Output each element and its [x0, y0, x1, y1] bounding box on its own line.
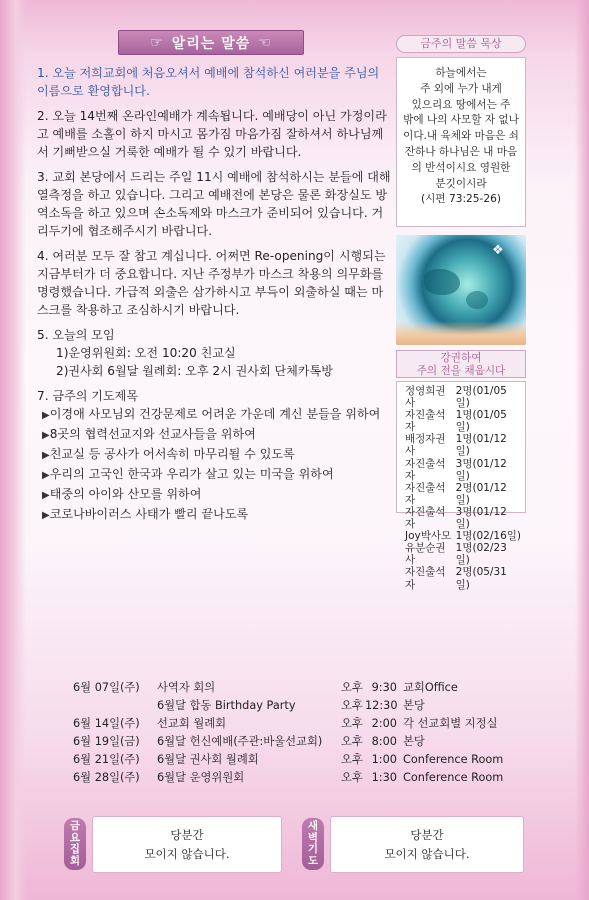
triangle-bullet-icon: ▶ [42, 410, 50, 421]
event-date: 6월 19일(금) [73, 735, 140, 748]
event-place: 교회Office [403, 681, 458, 694]
prayer-item: ▶우리의 고국인 한국과 우리가 살고 있는 미국을 위하여 [42, 467, 334, 481]
verse-line: 이다.내 육체와 마음은 쇠 [403, 130, 519, 143]
event-ampm: 오후 [341, 699, 363, 712]
donor-heading: 강권하여 주의 전을 채웁시다 [396, 350, 526, 378]
donor-row: 자진출석자 2명(01/12일) [405, 481, 507, 506]
triangle-bullet-icon: ▶ [42, 470, 50, 481]
verse-line: 분깃이시라 [435, 177, 487, 190]
dawn-prayer-label: 새 벽 기 도 [302, 818, 324, 870]
globe-land-shape [424, 269, 460, 295]
event-date: 6월 07일(주) [73, 681, 140, 694]
donor-row: 자진출석자 1명(01/05일) [405, 409, 507, 434]
donor-row: 배정자권사 1명(01/12일) [405, 433, 507, 458]
friday-meeting-box: 당분간 모이지 않습니다. [92, 816, 282, 873]
event-place: Conference Room [403, 771, 504, 784]
donor-row: 자진출석자 3명(01/12일) [405, 457, 507, 482]
page-border-left [0, 0, 26, 900]
donor-row: 정영희권사 2명(01/05일) [405, 385, 507, 410]
verse-reference: (시편 73:25-26) [421, 193, 501, 206]
event-row [73, 679, 533, 697]
event-ampm: 오후 [341, 717, 363, 730]
prayer-item: ▶친교실 등 공사가 어서속히 마무리될 수 있도록 [42, 447, 295, 461]
donor-row: 자진출석자 3명(01/12일) [405, 505, 507, 531]
prayer-section [37, 387, 392, 525]
event-time: 1:00 [371, 753, 397, 766]
triangle-bullet-icon: ▶ [42, 430, 50, 441]
event-place: 본당 [403, 735, 425, 748]
event-ampm: 오후 [341, 771, 363, 784]
event-time: 12:30 [365, 699, 398, 712]
event-activity: 선교회 월례회 [157, 717, 227, 730]
event-date: 6월 14일(주) [73, 717, 140, 730]
prayer-item: ▶코로나바이러스 사태가 빨리 끝나도록 [42, 507, 249, 521]
event-activity: 6월달 권사회 월례회 [157, 753, 259, 766]
event-row [73, 733, 533, 751]
verse-line: 하늘에서는 [435, 67, 487, 79]
globe-image [396, 235, 526, 345]
dawn-prayer-box: 당분간 모이지 않습니다. [330, 816, 524, 873]
pointing-hand-right-icon: ☞ [150, 34, 164, 51]
event-date: 6월 28일(주) [73, 771, 140, 784]
prayer-item: ▶태중의 아이와 산모를 위하여 [42, 487, 202, 501]
triangle-bullet-icon: ▶ [42, 450, 50, 461]
donor-row: Joy박사모 1명(02/16일) [405, 530, 521, 543]
verse-line: 잔하나 하나님은 내 마음 [404, 145, 518, 158]
event-place: Conference Room [403, 753, 504, 766]
meetings-heading: 5. 오늘의 모임 [37, 328, 115, 342]
meetings-section [37, 326, 392, 380]
sidebar [396, 35, 526, 591]
page-border-right [575, 0, 589, 900]
verse-line: 주 외에 누가 내게 [420, 82, 502, 95]
donor-list [396, 381, 526, 591]
verse-line: 있으리요 땅에서는 주 [411, 98, 511, 111]
prayer-item: ▶이경애 사모님외 건강문제로 어려운 가운데 계신 분들을 위하여 [42, 407, 381, 421]
notice-item: 3. 교회 본당에서 드리는 주일 11시 예배에 참석하시는 분들에 대해 열측정을 하고 있습니다. 그리고 예배전에 본당은 물론 화장실도 방역소독을 하고 있으며 손소독제와 마스크가 준비되어 있습니다. 거리두기에 협조해주시기 바랍니다. [37, 170, 391, 238]
event-time: 1:30 [371, 771, 397, 784]
event-place: 본당 [403, 699, 425, 712]
donor-row: 자진출석자 2명(05/31일) [405, 566, 507, 591]
event-row [73, 751, 533, 769]
pointing-hand-left-icon: ☜ [258, 34, 272, 51]
prayer-heading: 7. 금주의 기도제목 [37, 389, 139, 403]
event-row [73, 697, 533, 715]
globe-land-shape [466, 291, 488, 309]
notice-item: 2. 오늘 14번째 온라인예배가 계속됩니다. 예배당이 아닌 가정이라고 예배를 소홀이 하지 마시고 몸가짐 마음가짐 잘하셔서 하나님께서 기뻐받으실 거룩한 예배가 될 수 있기 바랍니다. [37, 109, 387, 159]
event-ampm: 오후 [341, 735, 363, 748]
verse-heading: 금주의 말씀 묵상 [396, 35, 526, 53]
triangle-bullet-icon: ▶ [42, 490, 50, 501]
hands-image [396, 321, 526, 345]
triangle-bullet-icon: ▶ [42, 510, 50, 521]
event-activity: 6월달 헌신예배(주관:바울선교회) [157, 735, 323, 748]
donor-row: 유분순권사 1명(02/23일) [405, 542, 507, 567]
event-place: 각 선교회별 지정실 [403, 717, 498, 730]
meeting-item: 1)운영위원회: 오전 10:20 친교실 [56, 346, 236, 360]
announcements-title: 알리는 말씀 [171, 35, 251, 52]
verse-line: 밖에 나의 사모할 자 없나 [403, 114, 519, 127]
event-time: 9:30 [371, 681, 397, 694]
notice-item: 1. 오늘 저희교회에 처음오셔서 예배에 참석하신 여러분을 주님의 이름으로 환영합니다. [37, 66, 380, 98]
meeting-item: 2)권사회 6월달 월례회: 오후 2시 권사회 단체카톡방 [56, 364, 333, 378]
event-activity: 사역자 회의 [157, 681, 216, 694]
event-date: 6월 21일(주) [73, 753, 140, 766]
event-time: 2:00 [371, 717, 397, 730]
friday-meeting-label: 금 요 집 회 [64, 818, 86, 870]
event-ampm: 오후 [341, 681, 363, 694]
event-schedule [73, 679, 533, 787]
event-row [73, 769, 533, 787]
event-ampm: 오후 [341, 753, 363, 766]
dove-icon: ❖ [492, 243, 504, 258]
event-row [73, 715, 533, 733]
event-date [73, 697, 155, 715]
verse-box [396, 57, 526, 227]
event-activity: 6월달 운영위원회 [157, 771, 245, 784]
event-activity: 6월달 합동 Birthday Party [157, 699, 296, 712]
verse-line: 의 반석이시요 영원한 [411, 161, 511, 174]
prayer-item: ▶8곳의 협력선교지와 선교사들을 위하여 [42, 427, 256, 441]
announcements-list [37, 64, 392, 532]
announcements-title-banner [118, 30, 304, 55]
notice-item: 4. 여러분 모두 잘 참고 계십니다. 어쩌면 Re-opening이 시행되는 지금부터가 더 중요합니다. 지난 주정부가 마스크 착용의 의무화를 명령했습니다. 가급적 외출은 삼가하시고 부득이 외출하실 때는 마스크를 착용하고 조심하시기 바랍니다. [37, 249, 386, 317]
event-time: 8:00 [371, 735, 397, 748]
